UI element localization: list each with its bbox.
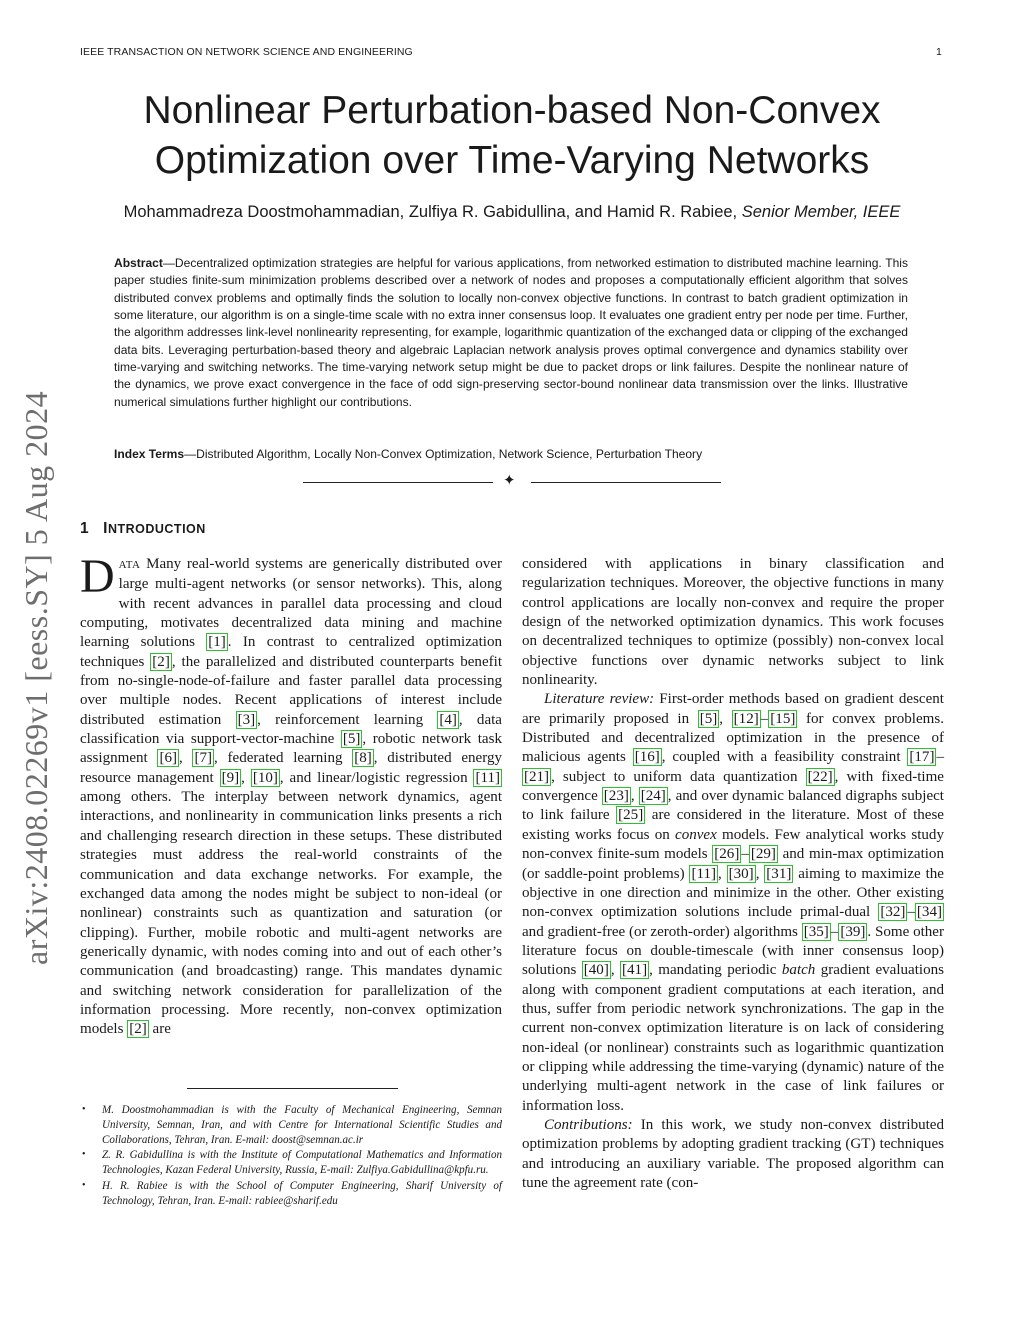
citation-link[interactable]: [29] [750,846,776,863]
citation-link[interactable]: [6] [159,750,177,767]
index-terms-label: Index Terms [114,447,185,461]
footnote-item [80,1148,502,1178]
footnote-item [80,1179,502,1209]
text-segment: , mandating periodic [649,962,782,979]
citation-link[interactable]: [3] [237,711,256,728]
text-segment: , the parallelized and distributed counterparts benefit from no-single-node-of-failure and faster parallel data processing over multiple nodes. Recent applications of interest include distributed estimation [80,653,503,728]
citation-link[interactable]: [12] [733,710,759,727]
abstract-label: Abstract [114,256,163,270]
citation-link[interactable]: [2] [129,1021,147,1038]
text-segment: . In contrast to centralized optimization techniques [80,634,502,670]
index-terms-text: —Distributed Algorithm, Locally Non-Convex Optimization, Network Science, Perturbation Theory [184,447,703,461]
text-segment: are considered in the literature. Most of these existing works focus on [522,807,944,843]
text-segment: , subject to uniform data quantization [551,768,806,785]
bullet-icon: • [82,1179,86,1191]
text-segment: – [741,846,749,863]
text-segment: models. Few analytical works study non-convex finite-sum models [522,826,944,863]
text-segment: , data classification via support-vector-machine [80,711,502,748]
citation-link[interactable]: [15] [770,710,796,727]
citation-link[interactable]: [16] [634,749,660,766]
text-segment: , [630,788,639,805]
paragraph-label: Contributions: [544,1116,633,1133]
citation-link[interactable]: [5] [342,731,361,748]
text-segment: , [755,865,765,882]
citation-link[interactable]: [26] [714,846,740,863]
text-segment: , and over dynamic balanced digraphs subject to link failure [522,788,944,824]
citation-link[interactable]: [10] [252,769,278,786]
running-header-journal: IEEE TRANSACTION ON NETWORK SCIENCE AND ENGINEERING [80,46,413,58]
text-segment: are [148,1021,171,1038]
citation-link[interactable]: [1] [208,634,226,651]
section-heading [80,520,206,538]
text-segment: among others. The interplay between network dynamics, agent interactions, and nonlinearity in communication links presents a rich and challenging research direction in these setups. These distributed strategies must address the real-world constraints of the communication and data exchange networks. For example, the exchanged data among the nodes might be subject to non-ideal (or nonlinear) constraints such as quantization and saturation (or clipping). Further, mobile robotic and multi-agent networks are generically dynamic, with nodes coming into and out of each other’s communication (and broadcasting) range. This mandates dynamic and switching network consideration for parallelization of the information processing. More recently, non-convex optimization models [80,789,502,1038]
separator-rule-right [531,482,721,483]
text-segment: for convex problems. Distributed and decentralized optimization in the presence of malicious agents [522,710,944,766]
index-terms [114,446,908,463]
citation-link[interactable]: [5] [699,710,718,727]
emphasized-word: convex [675,826,717,843]
page-number: 1 [936,46,942,58]
text-segment: . Some other literature focus on double-timescale (with inner consensus loop) solutions [522,923,944,979]
left-column [80,550,503,1040]
citation-link[interactable]: [11] [475,769,500,786]
text-segment: , with fixed-time convergence [522,768,944,805]
text-segment: – [830,923,839,940]
footnote-item [80,1103,502,1147]
citation-link[interactable]: [4] [439,711,457,728]
text-segment: Many real-world systems are generically distributed over large multi-agent networks (or sensor networks). This, along with recent advances in parallel data processing and cloud computing, motivates decentralized data mining and machine learning solutions [80,556,502,651]
text-segment: , [241,769,251,786]
emphasized-word: batch [781,962,816,979]
text-segment: , reinforcement learning [257,711,438,728]
abstract-text: —Decentralized optimization strategies are helpful for various applications, from networked estimation to distributed machine learning. This paper studies finite-sum minimization problems described over a network of nodes and proposes a computationally efficient algorithm that solves distributed convex problems and optimally finds the solution to locally non-convex objective functions. In contrast to batch gradient optimization in some literature, our algorithm is on a single-time scale with no extra inner consensus loop. It evaluates one gradient entry per node per time. Further, the algorithm addresses link-level nonlinearity representing, for example, logarithmic quantization of the exchanged data or clipping of the exchanged data bits. Leveraging perturbation-based theory and algebraic Laplacian network analysis proves optimal convergence and dynamics stability over time-varying and switching networks. The time-varying network setup might be due to packet drops or link failures. Despite the nonlinear nature of the dynamics, we prove exact convergence in the face of odd sign-preserving sector-bound nonlinear data transmission over the links. Illustrative numerical simulations further highlight our contributions. [114,256,908,409]
section-title-rest: NTRODUCTION [107,522,206,536]
citation-link[interactable]: [30] [728,865,754,882]
text-segment: gradient evaluations along with component gradient computations at each iteration, and thus, suffer from periodic network synchronizations. The gap in the current non-convex optimization literature is on lack of considering non-ideal (or nonlinear) constraints such as logarithmic quantization or clipping while addressing the time-varying (dynamic) nature of the underlying multi-agent network in the case of link failures or information loss. [522,962,944,1114]
citation-link[interactable]: [17] [909,749,935,766]
text-segment: , [610,962,621,979]
right-column [522,555,944,1193]
citation-link[interactable]: [23] [603,788,629,805]
text-segment: , robotic network task assignment [80,731,502,767]
drop-cap: D [80,550,115,603]
separator-diamond-icon: ✦ [503,473,516,489]
text-segment: and min-max optimization (or saddle-point problems) [522,846,944,882]
abstract [114,255,908,411]
arxiv-stamp: arXiv:2408.02269v1 [eess.SY] 5 Aug 2024 [18,390,54,965]
text-segment: – [760,710,769,727]
paragraph-applications: considered with applications in binary classification and regularization techniques. Moreover, the objective functions in many control applications are locally non-convex and require the proper design of the networked optimization dynamics. This work focuses on decentralized techniques to optimize (possibly) non-convex local objective functions over dynamic networks subject to link nonlinearity. [522,556,944,689]
text-segment: – [907,904,915,921]
citation-link[interactable]: [41] [622,962,648,979]
text-segment: In this work, we study non-convex distributed optimization problems by adopting gradient tracking (GT) techniques and introducing an auxiliary variable. The proposed algorithm can tune the agreement rate (con- [522,1116,944,1191]
text-segment: First-order methods based on gradient descent are primarily proposed in [522,691,944,727]
text-segment: , distributed energy resource management [80,750,503,786]
smallcaps-word: ATA [118,559,141,571]
paragraph-literature-review [522,690,944,1116]
text-segment: , [718,865,727,882]
text-segment: , [719,710,732,727]
text-segment: , federated learning [214,750,353,767]
citation-link[interactable]: [22] [807,768,833,785]
section-title-first: I [103,520,108,537]
citation-link[interactable]: [8] [354,750,372,767]
text-segment: , and linear/logistic regression [279,769,474,786]
citation-link[interactable]: [32] [880,904,906,921]
title-line-1: Nonlinear Perturbation-based Non-Convex [143,89,881,132]
footnote-text: Z. R. Gabidullina is with the Institute of Computational Mathematics and Information Technologies, Kazan Federal University, Russia, E-mail: Zulfiya.Gabidullina@kpfu.ru. [102,1149,502,1177]
paper-title [80,86,944,186]
citation-link[interactable]: [2] [152,653,170,670]
author-names: Mohammadreza Doostmohammadian, Zulfiya R. Gabidullina, and Hamid R. Rabiee, [123,203,738,221]
bullet-icon: • [82,1149,86,1161]
paragraph-contributions [522,1116,944,1193]
separator-rule-left [303,482,493,483]
author-membership: Senior Member, IEEE [741,203,901,221]
citation-link[interactable]: [31] [766,865,792,882]
citation-link[interactable]: [25] [618,807,644,824]
footnotes [80,1103,502,1210]
citation-link[interactable]: [7] [194,750,213,767]
bullet-icon: • [82,1104,86,1115]
citation-link[interactable]: [9] [221,769,240,786]
citation-link[interactable]: [24] [640,788,666,805]
citation-link[interactable]: [39] [840,923,866,940]
title-line-2: Optimization over Time-Varying Networks [154,139,870,182]
author-list [80,203,944,222]
citation-link[interactable]: [11] [691,865,716,882]
footnote-text: H. R. Rabiee is with the School of Computer Engineering, Sharif University of Technology, Tehran, Iran. E-mail: rabiee@sharif.edu [102,1179,502,1207]
citation-link[interactable]: [40] [583,962,609,979]
text-segment: – [936,749,944,766]
citation-link[interactable]: [34] [916,904,942,921]
citation-link[interactable]: [21] [524,768,550,785]
footnote-rule [187,1088,398,1089]
text-segment: , [178,750,193,767]
text-segment: aiming to maximize the objective in one direction and minimize in the other. Other existing non-convex optimization solutions include primal-dual [522,865,944,921]
text-segment: , coupled with a feasibility constraint [661,749,908,766]
text-segment: and gradient-free (or zeroth-order) algorithms [522,923,802,940]
footnote-text: M. Doostmohammadian is with the Faculty of Mechanical Engineering, Semnan University, Semnan, Iran, and with Centre for International Scientific Studies and Collaborations, Tehran, Iran. E-mail: doost@semnan.ac.ir [102,1104,502,1146]
intro-paragraph [80,550,503,1040]
citation-link[interactable]: [35] [803,923,829,940]
paragraph-label: Literature review: [544,691,655,708]
section-number: 1 [80,520,90,537]
